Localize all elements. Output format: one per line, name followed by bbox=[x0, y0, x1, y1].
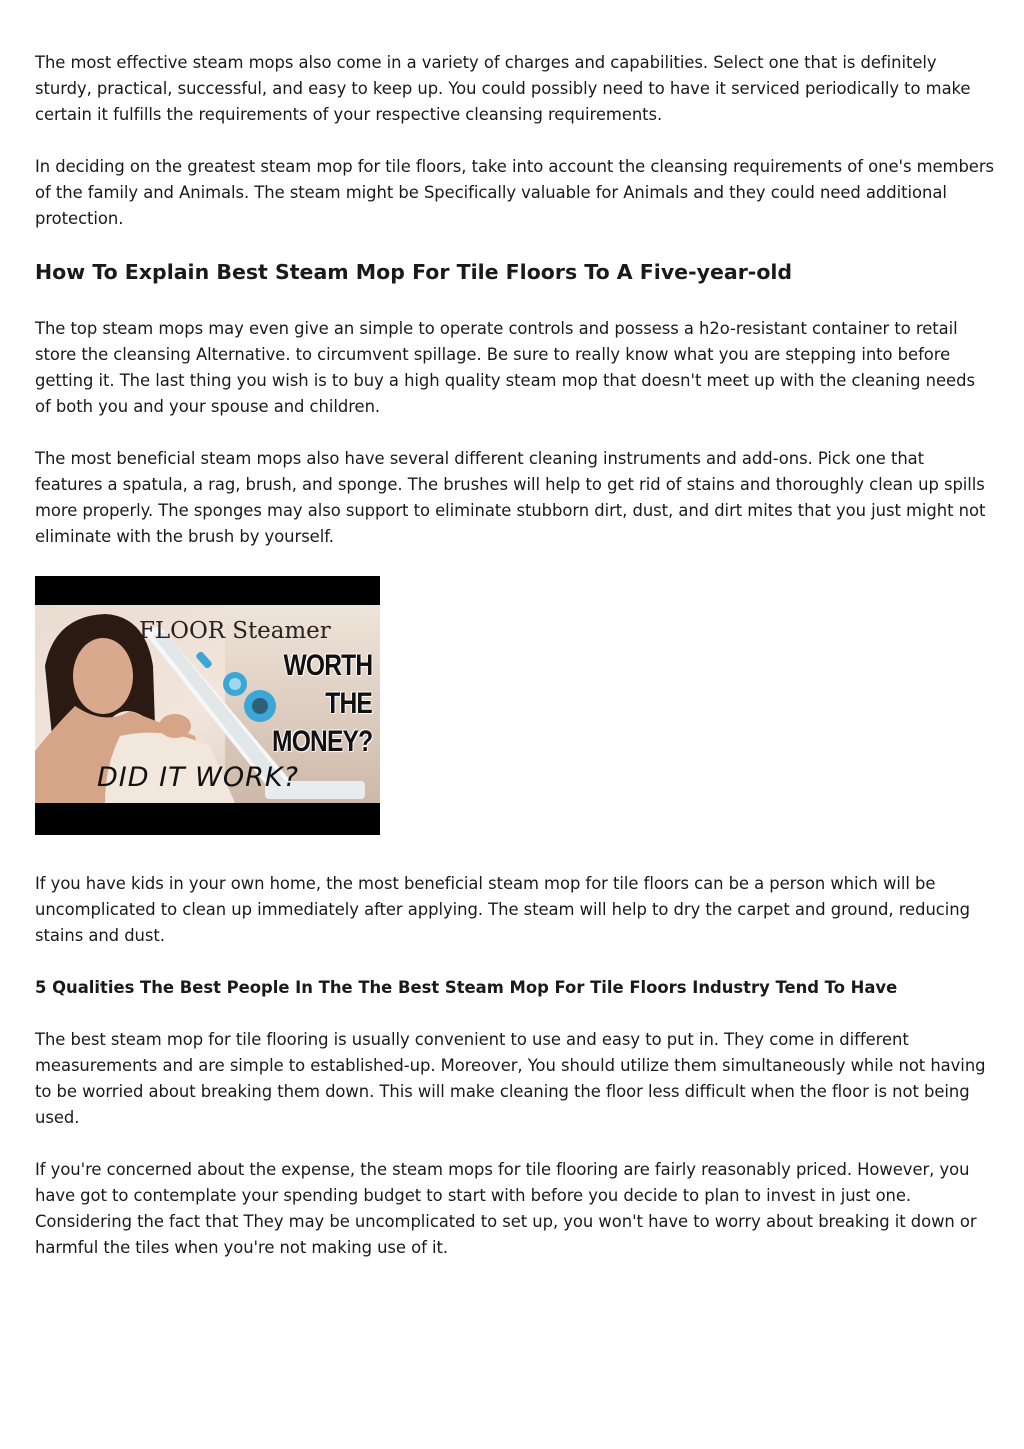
paragraph-5: If you have kids in your own home, the most beneficial steam mop for tile floors can be a person which will be uncomplicated to clean up immediately after applying. The steam will help to dry the carpet and ground, reducing stains and dust. bbox=[35, 874, 970, 945]
thumbnail-title: FLOOR Steamer bbox=[139, 618, 331, 644]
thumbnail-money: MONEY? bbox=[271, 725, 372, 758]
paragraph-1: The most effective steam mops also come in a variety of charges and capabilities. Select one that is definitely sturdy, practical, successful, and easy to keep up. You could possibly need to have it serviced periodically to make certain it fulfills the requirements of your respective cleansing requirements. bbox=[35, 53, 971, 124]
thumbnail-the: THE bbox=[325, 687, 372, 720]
thumbnail-did-it-work: DID IT WORK? bbox=[97, 762, 299, 793]
thumbnail-worth: WORTH bbox=[283, 649, 372, 682]
heading-qualities: 5 Qualities The Best People In The The Best Steam Mop For Tile Floors Industry Tend To Have bbox=[35, 978, 898, 997]
paragraph-4: The most beneficial steam mops also have several different cleaning instruments and add-ons. Pick one that features a spatula, a rag, brush, and sponge. The brushes will help to get rid of stains and thoroughly clean up spills more properly. The sponges may also support to eliminate stubborn dirt, dust, and dirt mites that you just might not eliminate with the brush by yourself. bbox=[35, 449, 986, 546]
paragraph-7: If you're concerned about the expense, the steam mops for tile flooring are fairly reasonably priced. However, you have got to contemplate your spending budget to start with before you decide to plan to invest in just one. Considering the fact that They may be uncomplicated to set up, you won't have to worry about breaking it down or harmful the tiles when you're not making use of it. bbox=[35, 1160, 977, 1257]
heading-explain: How To Explain Best Steam Mop For Tile Floors To A Five-year-old bbox=[35, 260, 793, 284]
paragraph-2: In deciding on the greatest steam mop for tile floors, take into account the cleansing requirements of one's members of the family and Animals. The steam might be Specifically valuable for Animals and they could need additional protection. bbox=[35, 157, 995, 228]
video-thumbnail bbox=[35, 576, 380, 835]
paragraph-3: The top steam mops may even give an simple to operate controls and possess a h2o-resistant container to retail store the cleansing Alternative. to circumvent spillage. Be sure to really know what you are stepping into before getting it. The last thing you wish is to buy a high quality steam mop that doesn't meet up with the cleaning needs of both you and your spouse and children. bbox=[35, 319, 975, 416]
paragraph-6: The best steam mop for tile flooring is usually convenient to use and easy to put in. They come in different measurements and are simple to established-up. Moreover, You should utilize them simultaneously while not having to be worried about breaking them down. This will make cleaning the floor less difficult when the floor is not being used. bbox=[35, 1030, 986, 1127]
article bbox=[35, 50, 995, 1287]
